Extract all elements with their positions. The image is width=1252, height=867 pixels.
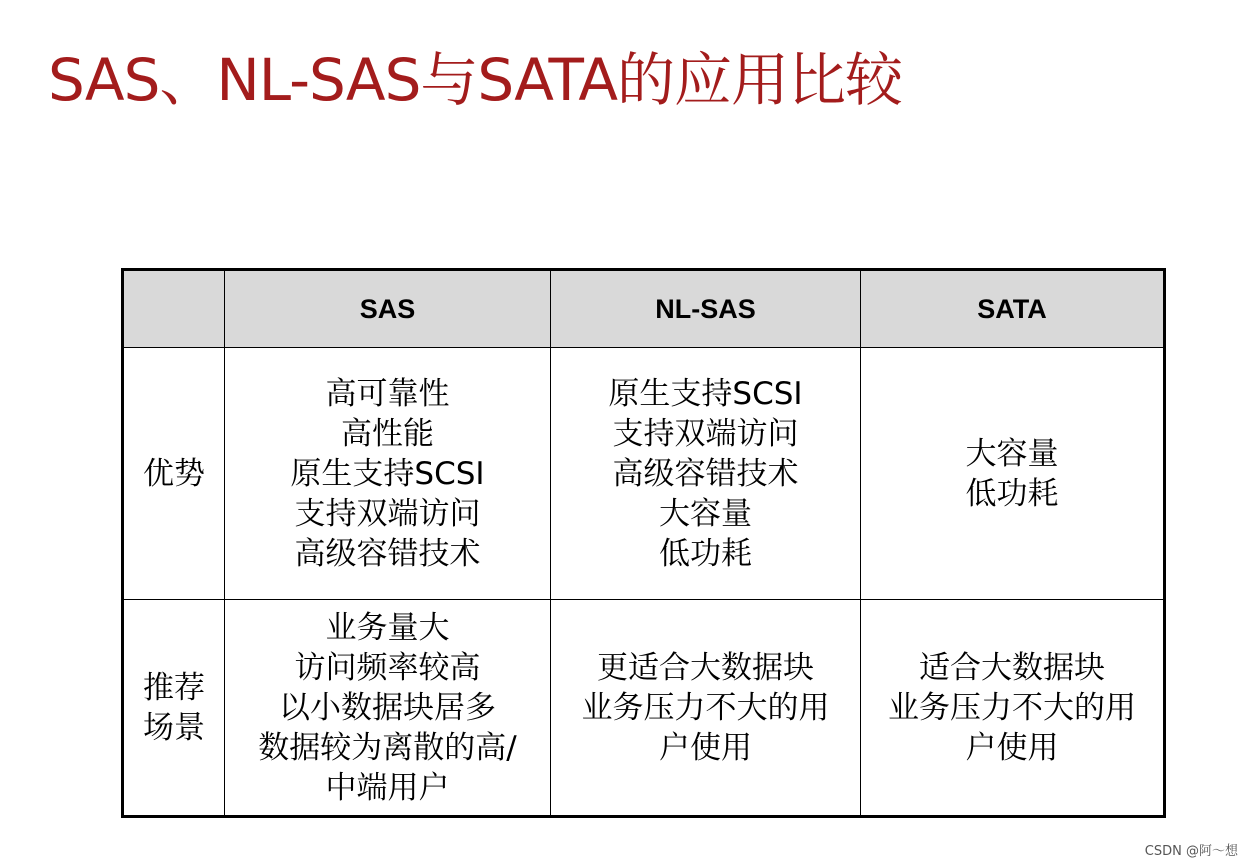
comparison-table — [121, 268, 1166, 818]
cell-line: 以小数据块居多 — [279, 689, 496, 726]
cell-line: 支持双端访问 — [294, 495, 481, 532]
watermark: CSDN @阿～想 — [1144, 844, 1238, 859]
cell-line: 大容量 — [965, 435, 1059, 472]
header-sas: SAS — [225, 270, 551, 348]
cell-line: 业务量大 — [325, 609, 450, 646]
cell-line: 原生支持SCSI — [608, 375, 803, 412]
cell-sas-advantages — [225, 348, 551, 600]
cell-line: 大容量 — [659, 495, 752, 532]
cell-line: 高可靠性 — [325, 375, 450, 412]
cell-sata-scenarios — [861, 600, 1165, 817]
cell-line: 原生支持SCSI — [290, 455, 485, 492]
table-header-row — [123, 270, 1165, 348]
row-label-advantages — [123, 348, 225, 600]
cell-sas-scenarios — [225, 600, 551, 817]
cell-sata-advantages — [861, 348, 1165, 600]
cell-line: 户使用 — [965, 729, 1059, 766]
cell-nl-sas-scenarios — [551, 600, 861, 817]
cell-line: 支持双端访问 — [612, 415, 799, 452]
row-label-line: 优势 — [143, 455, 205, 492]
row-label-line: 场景 — [143, 709, 205, 746]
cell-line: 访问频率较高 — [294, 649, 481, 686]
row-label-line: 推荐 — [143, 669, 205, 706]
slide-title: SAS、NL-SAS与SATA的应用比较 — [48, 46, 903, 114]
cell-line: 低功耗 — [659, 535, 752, 572]
row-label-scenarios — [123, 600, 225, 817]
header-nl-sas: NL-SAS — [551, 270, 861, 348]
header-sata: SATA — [861, 270, 1165, 348]
cell-line: 低功耗 — [965, 475, 1059, 512]
cell-line: 高性能 — [341, 415, 434, 452]
cell-line: 中端用户 — [325, 769, 450, 806]
cell-line: 户使用 — [659, 729, 752, 766]
cell-line: 业务压力不大的用 — [581, 689, 830, 726]
table-row-scenarios — [123, 600, 1165, 817]
cell-line: 高级容错技术 — [612, 455, 799, 492]
cell-nl-sas-advantages — [551, 348, 861, 600]
cell-line: 数据较为离散的高/ — [258, 729, 517, 766]
table-row-advantages — [123, 348, 1165, 600]
cell-line: 高级容错技术 — [294, 535, 481, 572]
cell-line: 适合大数据块 — [919, 649, 1105, 686]
header-corner-cell — [123, 270, 225, 348]
cell-line: 业务压力不大的用 — [888, 689, 1136, 726]
cell-line: 更适合大数据块 — [597, 649, 814, 686]
